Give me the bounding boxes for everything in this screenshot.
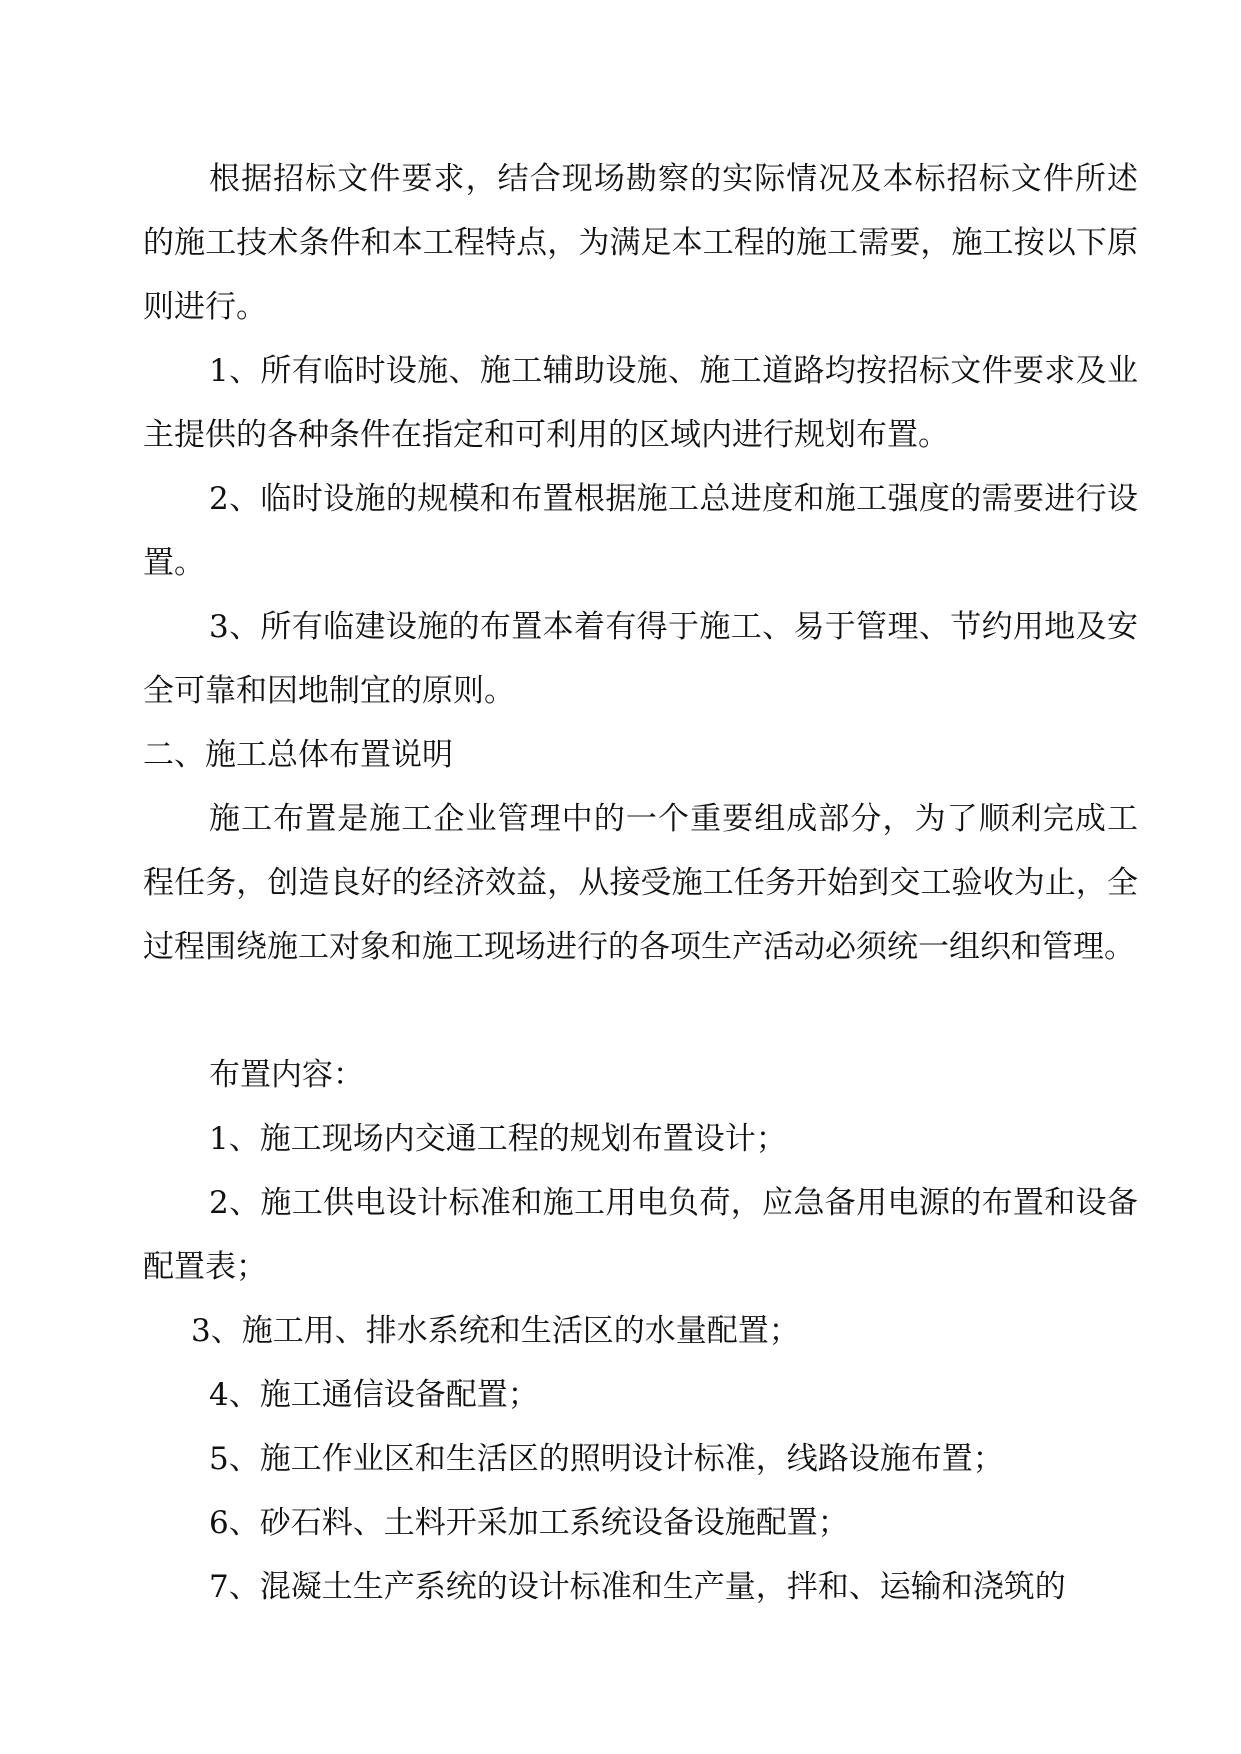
content-item-4: 4、施工通信设备配置； (209, 1377, 539, 1413)
intro-paragraph: 根据招标文件要求，结合现场勘察的实际情况及本标招标文件所述的施工技术条件和本工程特点，为满足本工程的施工需要，施工按以下原则进行。 (143, 161, 1138, 325)
content-item-1: 1、施工现场内交通工程的规划布置设计； (209, 1121, 787, 1157)
section-heading: 二、施工总体布置说明 (143, 737, 453, 773)
principle-1: 1、所有临时设施、施工辅助设施、施工道路均按招标文件要求及业主提供的各种条件在指定和可利用的区域内进行规划布置。 (143, 353, 1138, 453)
content-item-7: 7、混凝土生产系统的设计标准和生产量，拌和、运输和浇筑的 (209, 1569, 1066, 1605)
content-item-3: 3、施工用、排水系统和生活区的水量配置； (191, 1313, 800, 1349)
layout-content-heading: 布置内容： (209, 1057, 364, 1093)
content-item-5: 5、施工作业区和生活区的照明设计标准，线路设施布置； (209, 1441, 1004, 1477)
principle-3: 3、所有临建设施的布置本着有得于施工、易于管理、节约用地及安全可靠和因地制宜的原则。 (143, 609, 1138, 709)
principle-2: 2、临时设施的规模和布置根据施工总进度和施工强度的需要进行设置。 (143, 481, 1138, 581)
content-item-6: 6、砂石料、土料开采加工系统设备设施配置； (209, 1505, 849, 1541)
layout-description: 施工布置是施工企业管理中的一个重要组成部分，为了顺利完成工程任务，创造良好的经济效益，从接受施工任务开始到交工验收为止，全过程围绕施工对象和施工现场进行的各项生产活动必须统一组织和管理。 (143, 801, 1138, 965)
content-item-2: 2、施工供电设计标准和施工用电负荷，应急备用电源的布置和设备配置表； (143, 1185, 1138, 1285)
